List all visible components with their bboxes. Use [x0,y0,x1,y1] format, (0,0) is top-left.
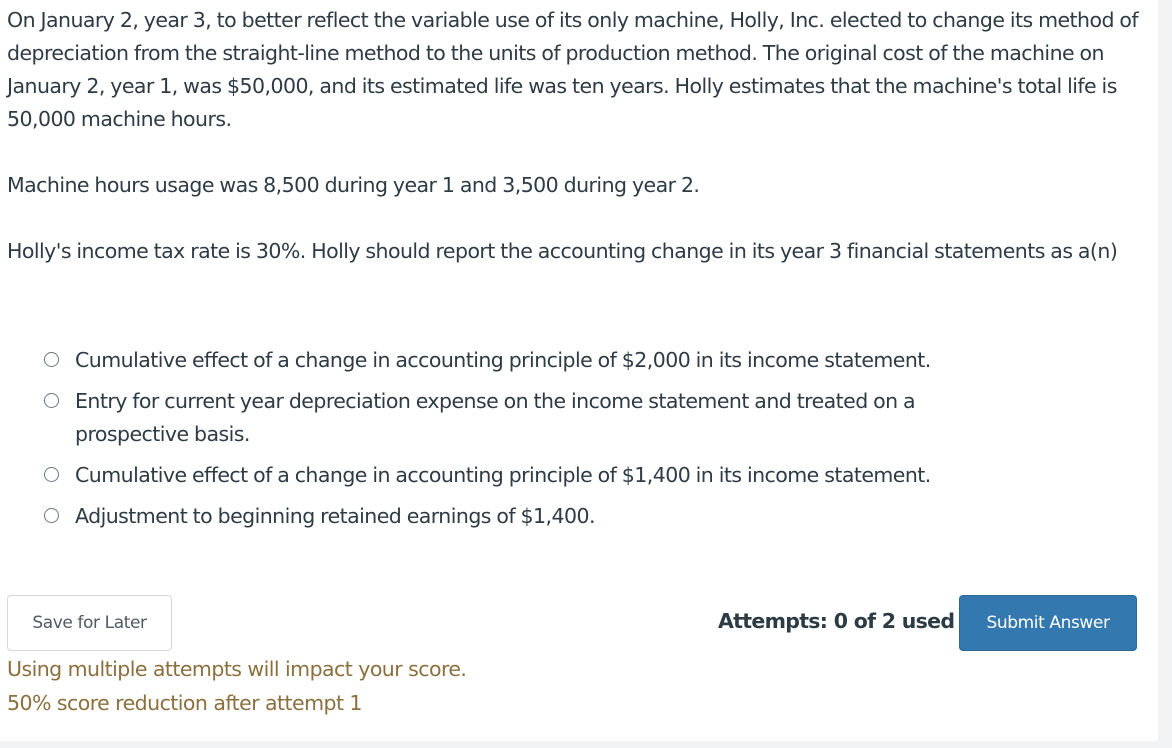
choice-label: Cumulative effect of a change in accounting principle of $1,400 in its income statement. [75,463,931,487]
radio-button[interactable] [44,352,59,367]
submit-answer-button[interactable]: Submit Answer [959,595,1137,651]
radio-button[interactable] [44,467,59,482]
answer-choice[interactable] [44,385,1104,451]
answer-choices [44,344,1104,541]
choice-label: Adjustment to beginning retained earnings of $1,400. [75,504,595,528]
attempts-warning [7,652,607,720]
question-paragraph: Machine hours usage was 8,500 during year 1 and 3,500 during year 2. [7,173,700,197]
question-text [7,4,1147,268]
answer-choice[interactable] [44,500,1104,533]
warning-line: Using multiple attempts will impact your score. [7,657,467,681]
answer-choice[interactable] [44,344,1104,377]
question-paragraph: Holly's income tax rate is 30%. Holly should report the accounting change in its year 3 financial statements as a(n) [7,239,1118,263]
answer-choice[interactable] [44,459,1104,492]
attempts-counter: Attempts: 0 of 2 used [718,609,955,633]
choice-label: Cumulative effect of a change in accounting principle of $2,000 in its income statement. [75,348,931,372]
radio-button[interactable] [44,508,59,523]
radio-button[interactable] [44,393,59,408]
save-for-later-button[interactable]: Save for Later [7,595,172,651]
choice-label: Entry for current year depreciation expense on the income statement and treated on a prospective basis. [75,389,916,446]
warning-line: 50% score reduction after attempt 1 [7,691,362,715]
question-paragraph: On January 2, year 3, to better reflect the variable use of its only machine, Holly, Inc. elected to change its method of depreciation from the straight-line method to the units of production method. The original cost of the machine on January 2, year 1, was $50,000, and its estimated life was ten years. Holly estimates that the machine's total life is 50,000 machine hours. [7,8,1139,131]
